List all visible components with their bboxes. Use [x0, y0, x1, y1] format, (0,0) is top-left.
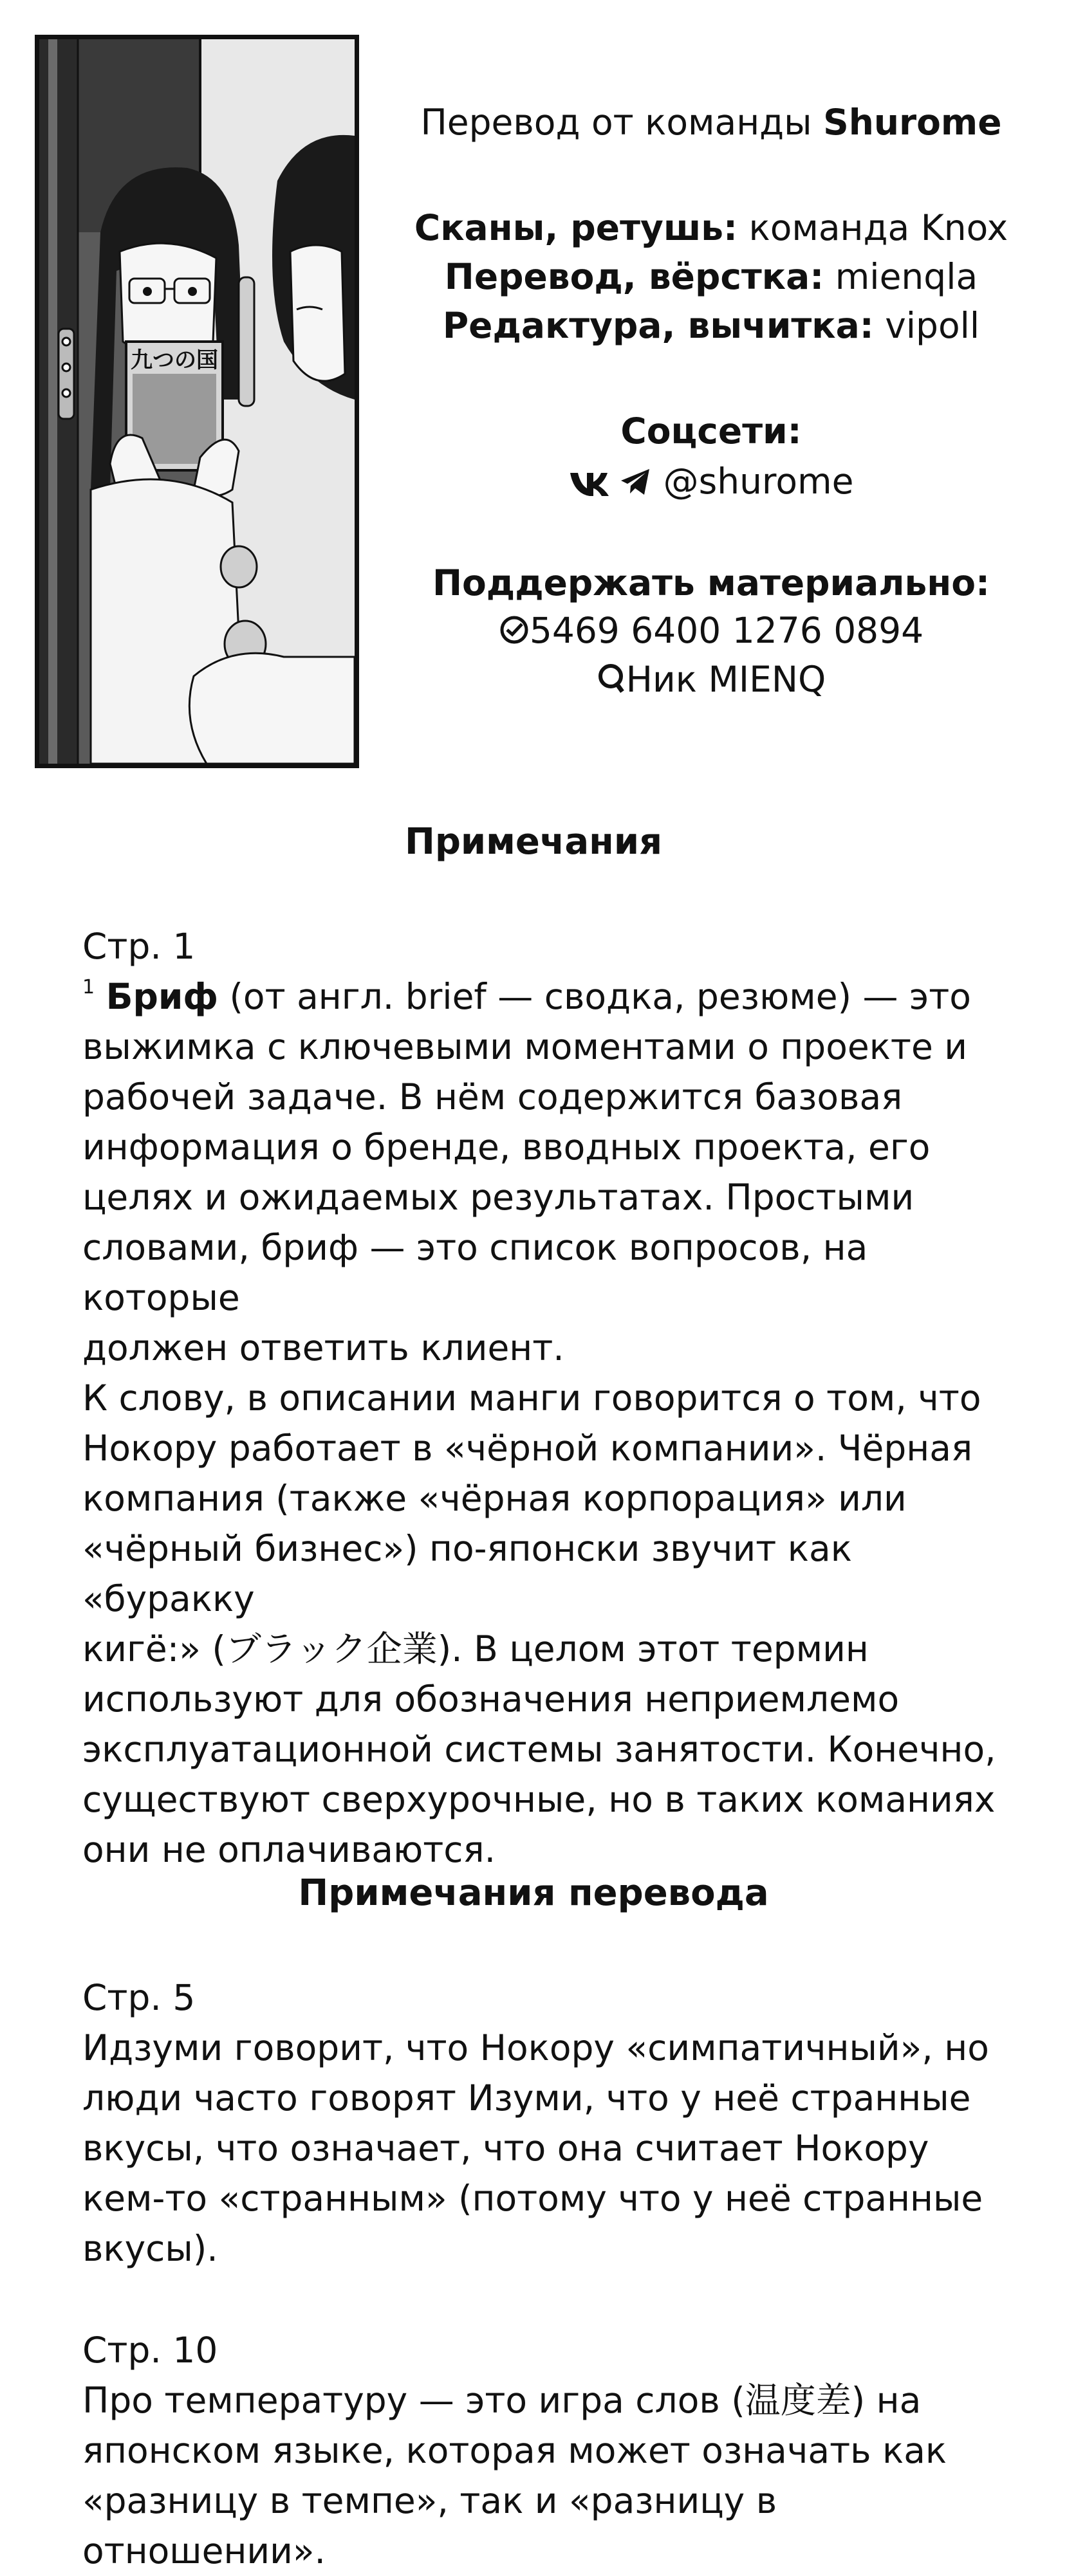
footnote-mark: 1: [82, 976, 95, 998]
translation-label: Перевод, вёрстка:: [444, 256, 824, 297]
translation-page5: [82, 1973, 1016, 2274]
company-line: кигё:» (ブラック企業). В целом этот термин: [82, 1628, 869, 1670]
brief-term: Бриф: [106, 976, 218, 1017]
sber-icon: [499, 609, 530, 658]
staff-scans: [386, 203, 1036, 252]
card-number-row: [386, 606, 1036, 658]
brief-line: должен ответить клиент.: [82, 1327, 564, 1368]
social-handle[interactable]: @shurome: [663, 461, 854, 502]
company-line: эксплуатационной системы занятости. Конечно,: [82, 1729, 996, 1770]
book-title: 九つの国: [131, 347, 218, 373]
editing-label: Редактура, вычитка:: [442, 305, 874, 346]
company-line: «чёрный бизнес») по-японски звучит как «буракку: [82, 1528, 852, 1619]
nick-row: [386, 655, 1036, 706]
page5-line: Идзуми говорит, что Нокору «симпатичный», но: [82, 2027, 989, 2068]
vk-icon[interactable]: [569, 459, 609, 508]
page5-line: вкусы, что означает, что она считает Нокору: [82, 2128, 929, 2169]
staff-translation: [386, 252, 1036, 301]
page10-line: Про температуру — это игра слов (温度差) на: [82, 2380, 922, 2421]
company-line: компания (также «чёрная корпорация» или: [82, 1478, 907, 1519]
scans-value: команда Knox: [738, 207, 1008, 248]
social-heading-text: Соцсети:: [620, 410, 802, 452]
qiwi-icon: [597, 658, 626, 706]
nick-text: Ник MIENQ: [626, 659, 826, 700]
company-line: существуют сверхурочные, но в таких команиях: [82, 1779, 996, 1820]
social-heading: [386, 407, 1036, 455]
credits-title: [386, 98, 1036, 147]
brief-line1: (от англ. brief — сводка, резюме) — это: [218, 976, 971, 1017]
brief-line: целях и ожидаемых результатах. Простыми: [82, 1177, 914, 1218]
support-heading-text: Поддержать материально:: [432, 562, 990, 603]
support-heading: [386, 558, 1036, 607]
page1-label: Стр. 1: [82, 926, 196, 967]
brief-line: выжимка с ключевыми моментами о проекте и: [82, 1026, 968, 1067]
translation-value: mienqla: [824, 256, 978, 297]
brief-line: рабочей задаче. В нём содержится базовая: [82, 1076, 903, 1118]
notes-page1: [82, 921, 1016, 1373]
company-line: К слову, в описании манги говорится о том, что: [82, 1377, 981, 1419]
staff-list: [386, 203, 1036, 350]
team-name: Shurome: [823, 102, 1002, 143]
brief-first-line: [82, 971, 1016, 1022]
translation-page10: [82, 2325, 1016, 2576]
page5-line: вкусы).: [82, 2228, 218, 2269]
notes-heading: Примечания: [404, 821, 663, 863]
page5-line: кем-то «странным» (потому что у неё странные: [82, 2178, 983, 2219]
page10-label: Стр. 10: [82, 2330, 218, 2371]
page10-line: «разницу в темпе», так и «разницу в отношении».: [82, 2480, 777, 2571]
editing-value: vipoll: [873, 305, 980, 346]
manga-panel-illustration: [35, 35, 359, 768]
company-line: они не оплачиваются.: [82, 1829, 496, 1870]
company-line: Нокору работает в «чёрной компании». Чёрная: [82, 1428, 973, 1469]
page5-line: люди часто говорят Изуми, что у неё странные: [82, 2077, 971, 2119]
card-number: 5469 6400 1276 0894: [529, 610, 924, 651]
manga-art: [39, 39, 355, 764]
staff-editing: [386, 301, 1036, 350]
brief-line: словами, бриф — это список вопросов, на которые: [82, 1227, 868, 1318]
social-links[interactable]: [386, 457, 1036, 508]
page10-line: японском языке, которая может означать как: [82, 2430, 947, 2471]
company-line: используют для обозначения неприемлемо: [82, 1679, 900, 1720]
translation-notes-heading: Примечания перевода: [298, 1872, 769, 1914]
brief-line: информация о бренде, вводных проекта, его: [82, 1127, 931, 1168]
scans-label: Сканы, ретушь:: [414, 207, 738, 248]
notes-company: [82, 1373, 1016, 1875]
credits-title-prefix: Перевод от команды: [420, 102, 824, 143]
telegram-icon[interactable]: [620, 459, 652, 508]
page5-label: Стр. 5: [82, 1977, 196, 2018]
